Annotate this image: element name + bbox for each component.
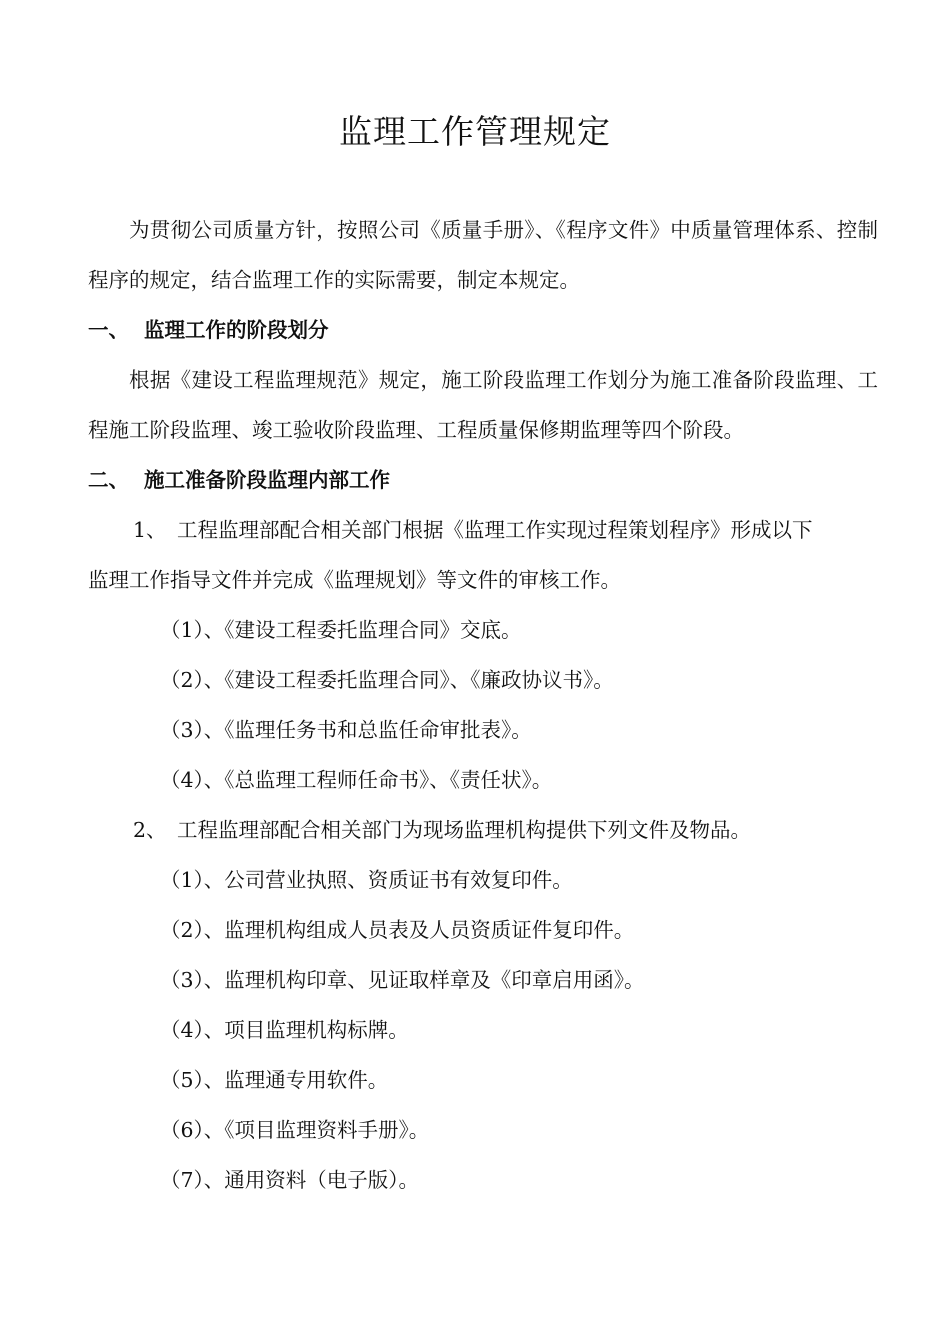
point-text-2: 工程监理部配合相关部门为现场监理机构提供下列文件及物品。: [177, 818, 751, 842]
intro-paragraph: 为贯彻公司质量方针，按照公司《质量手册》、《程序文件》中质量管理体系、控制程序的规定，结合监理工作的实际需要，制定本规定。: [88, 218, 878, 292]
section-heading-1: [88, 305, 878, 355]
point-text-1: 工程监理部配合相关部门根据《监理工作实现过程策划程序》形成以下: [177, 518, 813, 542]
section-title-1: 监理工作的阶段划分: [144, 318, 329, 342]
list-item: （3）、监理机构印章、见证取样章及《印章启用函》。: [160, 968, 645, 992]
document-title: 监理工作管理规定: [339, 112, 611, 151]
point-1-continuation: 监理工作指导文件并完成《监理规划》等文件的审核工作。: [88, 568, 621, 592]
list-item: （6）、《项目监理资料手册》。: [160, 1118, 430, 1142]
point-number-2: 2、: [133, 818, 167, 842]
list-item: （1）、公司营业执照、资质证书有效复印件。: [160, 868, 573, 892]
list-item: （7）、通用资料（电子版）。: [160, 1168, 420, 1192]
list-item: （3）、《监理任务书和总监任命审批表》。: [160, 718, 532, 742]
list-item: （2）、《建设工程委托监理合同》、《廉政协议书》。: [160, 668, 614, 692]
point-2: [133, 805, 751, 855]
list-item: （5）、监理通专用软件。: [160, 1068, 389, 1092]
list-item: （4）、项目监理机构标牌。: [160, 1018, 409, 1042]
section-title-2: 施工准备阶段监理内部工作: [144, 468, 390, 492]
point-number-1: 1、: [133, 518, 167, 542]
section-number-2: 二、: [88, 468, 129, 492]
section-heading-2: [88, 455, 878, 505]
section-1-body: 根据《建设工程监理规范》规定，施工阶段监理工作划分为施工准备阶段监理、工程施工阶段监理、竣工验收阶段监理、工程质量保修期监理等四个阶段。: [88, 368, 878, 442]
section-number-1: 一、: [88, 318, 129, 342]
list-item: （4）、《总监理工程师任命书》、《责任状》。: [160, 768, 553, 792]
list-item: （1）、《建设工程委托监理合同》交底。: [160, 618, 522, 642]
list-item: （2）、监理机构组成人员表及人员资质证件复印件。: [160, 918, 635, 942]
point-1: [133, 505, 813, 555]
